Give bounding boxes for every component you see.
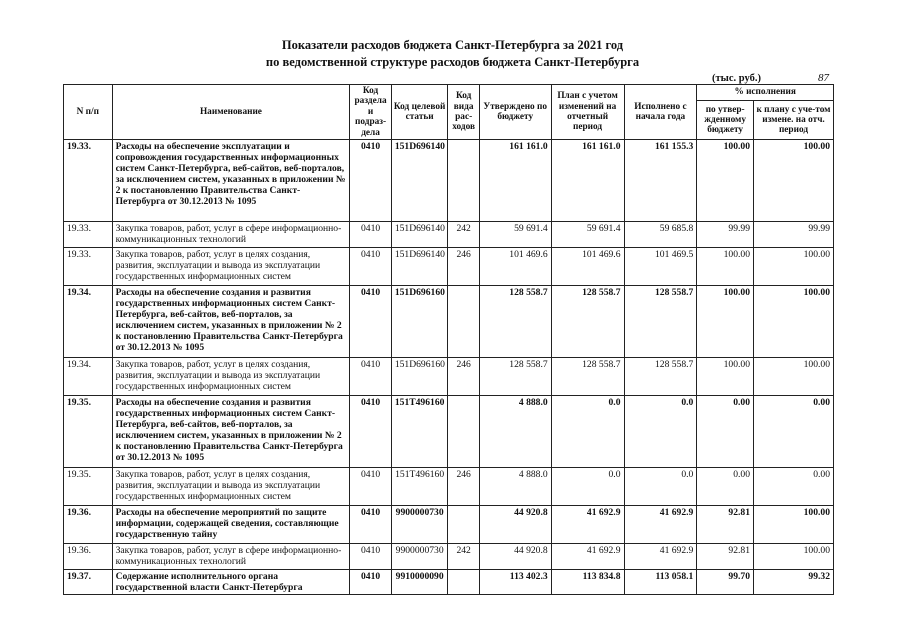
row-approved: 4 888.0 <box>479 468 551 506</box>
row-num: 19.33. <box>64 222 113 248</box>
header-section-code: Код раздела и подраз-дела <box>350 85 391 140</box>
row-pct-approved: 100.00 <box>697 248 754 286</box>
row-expense-type <box>448 506 479 544</box>
row-executed: 59 685.8 <box>624 222 697 248</box>
row-num: 19.34. <box>64 286 113 358</box>
row-section-code: 0410 <box>350 222 391 248</box>
row-executed: 128 558.7 <box>624 286 697 358</box>
header-pct-group: % исполнения <box>697 85 834 101</box>
row-target-code: 151D696160 <box>391 358 448 396</box>
row-name: Расходы на обеспечение создания и развития государственных информационных систем Санкт-Петербурга, веб-сайтов, веб-порталов, за исключением систем, указанных в приложении № 2 к постановлению Правительства Санкт-Петербурга от 30.12.2013 № 1095 <box>112 396 350 468</box>
row-pct-plan: 100.00 <box>754 544 834 570</box>
table-row <box>64 358 834 396</box>
row-plan: 41 692.9 <box>551 506 624 544</box>
row-target-code: 151T496160 <box>391 396 448 468</box>
row-num: 19.35. <box>64 396 113 468</box>
row-target-code: 9900000730 <box>391 544 448 570</box>
document-title-line-1: Показатели расходов бюджета Санкт-Петербурга за 2021 год <box>281 38 624 52</box>
row-approved: 44 920.8 <box>479 506 551 544</box>
table-row <box>64 396 834 468</box>
row-num: 19.36. <box>64 544 113 570</box>
row-executed: 101 469.5 <box>624 248 697 286</box>
row-executed: 113 058.1 <box>624 570 697 595</box>
row-target-code: 151D696140 <box>391 222 448 248</box>
row-name: Закупка товаров, работ, услуг в целях создания, развития, эксплуатации и вывода из эксплуатации государственных информационных систем <box>112 358 350 396</box>
row-approved: 128 558.7 <box>479 286 551 358</box>
row-name: Расходы на обеспечение мероприятий по защите информации, содержащей сведения, составляющие государственную тайну <box>112 506 350 544</box>
row-expense-type: 242 <box>448 544 479 570</box>
row-executed: 128 558.7 <box>624 358 697 396</box>
row-expense-type <box>448 286 479 358</box>
table-row <box>64 544 834 570</box>
row-num: 19.33. <box>64 248 113 286</box>
row-target-code: 151D696140 <box>391 140 448 222</box>
row-pct-approved: 99.99 <box>697 222 754 248</box>
row-plan: 113 834.8 <box>551 570 624 595</box>
row-pct-approved: 92.81 <box>697 506 754 544</box>
header-target-code: Код целевой статьи <box>391 85 448 140</box>
header-plan: План с учетом изменений на отчетный период <box>551 85 624 140</box>
row-plan: 101 469.6 <box>551 248 624 286</box>
row-name: Закупка товаров, работ, услуг в сфере информационно-коммуникационных технологий <box>112 544 350 570</box>
row-section-code: 0410 <box>350 396 391 468</box>
row-expense-type: 246 <box>448 358 479 396</box>
row-executed: 0.0 <box>624 396 697 468</box>
row-executed: 41 692.9 <box>624 544 697 570</box>
row-pct-plan: 100.00 <box>754 140 834 222</box>
row-num: 19.35. <box>64 468 113 506</box>
row-expense-type <box>448 396 479 468</box>
row-pct-plan: 100.00 <box>754 506 834 544</box>
row-section-code: 0410 <box>350 570 391 595</box>
row-target-code: 151D696160 <box>391 286 448 358</box>
document-title-line-2: по ведомственной структуре расходов бюджета Санкт-Петербурга <box>265 55 640 69</box>
header-num: N п/п <box>64 85 113 140</box>
row-pct-plan: 0.00 <box>754 396 834 468</box>
table-row <box>64 140 834 222</box>
header-executed: Исполнено с начала года <box>624 85 697 140</box>
row-name: Закупка товаров, работ, услуг в сфере информационно-коммуникационных технологий <box>112 222 350 248</box>
row-plan: 59 691.4 <box>551 222 624 248</box>
row-expense-type <box>448 140 479 222</box>
row-approved: 128 558.7 <box>479 358 551 396</box>
budget-table <box>63 84 834 595</box>
header-name: Наименование <box>112 85 350 140</box>
table-row <box>64 286 834 358</box>
row-num: 19.34. <box>64 358 113 396</box>
table-body <box>64 140 834 595</box>
row-plan: 0.0 <box>551 468 624 506</box>
row-expense-type <box>448 570 479 595</box>
row-name: Расходы на обеспечение создания и развития государственных информационных систем Санкт-Петербурга, веб-сайтов, веб-порталов, за исключением систем, указанных в приложении № 2 к постановлению Правительства Санкт-Петербурга от 30.12.2013 № 1095 <box>112 286 350 358</box>
row-pct-plan: 99.32 <box>754 570 834 595</box>
row-num: 19.36. <box>64 506 113 544</box>
row-section-code: 0410 <box>350 358 391 396</box>
row-expense-type: 246 <box>448 248 479 286</box>
row-pct-plan: 100.00 <box>754 248 834 286</box>
row-name: Закупка товаров, работ, услуг в целях создания, развития, эксплуатации и вывода из эксплуатации государственных информационных систем <box>112 248 350 286</box>
row-num: 19.33. <box>64 140 113 222</box>
row-plan: 161 161.0 <box>551 140 624 222</box>
row-pct-plan: 99.99 <box>754 222 834 248</box>
row-pct-plan: 100.00 <box>754 286 834 358</box>
row-plan: 128 558.7 <box>551 358 624 396</box>
row-section-code: 0410 <box>350 544 391 570</box>
table-row <box>64 570 834 595</box>
row-section-code: 0410 <box>350 248 391 286</box>
row-expense-type: 242 <box>448 222 479 248</box>
table-row <box>64 222 834 248</box>
row-approved: 113 402.3 <box>479 570 551 595</box>
row-executed: 41 692.9 <box>624 506 697 544</box>
row-executed: 161 155.3 <box>624 140 697 222</box>
header-pct-plan: к плану с уче-том измене. на отч. период <box>754 101 834 140</box>
row-pct-plan: 100.00 <box>754 358 834 396</box>
row-section-code: 0410 <box>350 140 391 222</box>
row-approved: 44 920.8 <box>479 544 551 570</box>
page-number: 87 <box>818 72 829 84</box>
row-name: Содержание исполнительного органа государственной власти Санкт-Петербурга <box>112 570 350 595</box>
row-approved: 4 888.0 <box>479 396 551 468</box>
row-approved: 59 691.4 <box>479 222 551 248</box>
row-plan: 128 558.7 <box>551 286 624 358</box>
row-target-code: 9910000090 <box>391 570 448 595</box>
table-row <box>64 468 834 506</box>
row-pct-approved: 92.81 <box>697 544 754 570</box>
row-plan: 0.0 <box>551 396 624 468</box>
row-section-code: 0410 <box>350 286 391 358</box>
row-pct-approved: 0.00 <box>697 468 754 506</box>
row-name: Закупка товаров, работ, услуг в целях создания, развития, эксплуатации и вывода из эксплуатации государственных информационных систем <box>112 468 350 506</box>
table-row <box>64 506 834 544</box>
units-label: (тыс. руб.) <box>712 73 761 84</box>
row-section-code: 0410 <box>350 506 391 544</box>
row-pct-approved: 100.00 <box>697 140 754 222</box>
row-executed: 0.0 <box>624 468 697 506</box>
header-pct-approved: по утвер-жденному бюджету <box>697 101 754 140</box>
row-target-code: 151D696140 <box>391 248 448 286</box>
row-pct-approved: 0.00 <box>697 396 754 468</box>
row-plan: 41 692.9 <box>551 544 624 570</box>
row-pct-plan: 0.00 <box>754 468 834 506</box>
table-row <box>64 248 834 286</box>
header-approved: Утверждено по бюджету <box>479 85 551 140</box>
row-pct-approved: 100.00 <box>697 358 754 396</box>
row-pct-approved: 99.70 <box>697 570 754 595</box>
header-expense-type: Код вида рас-ходов <box>448 85 479 140</box>
table-header-row-1 <box>64 85 834 101</box>
row-approved: 161 161.0 <box>479 140 551 222</box>
row-expense-type: 246 <box>448 468 479 506</box>
row-target-code: 9900000730 <box>391 506 448 544</box>
row-pct-approved: 100.00 <box>697 286 754 358</box>
row-approved: 101 469.6 <box>479 248 551 286</box>
row-name: Расходы на обеспечение эксплуатации и сопровождения государственных информационных систем Санкт-Петербурга, веб-сайтов, веб-порталов, за исключением систем, указанных в приложении № 2 к постановлению Правительства Санкт-Петербурга от 30.12.2013 № 1095 <box>112 140 350 222</box>
row-target-code: 151T496160 <box>391 468 448 506</box>
row-num: 19.37. <box>64 570 113 595</box>
row-section-code: 0410 <box>350 468 391 506</box>
